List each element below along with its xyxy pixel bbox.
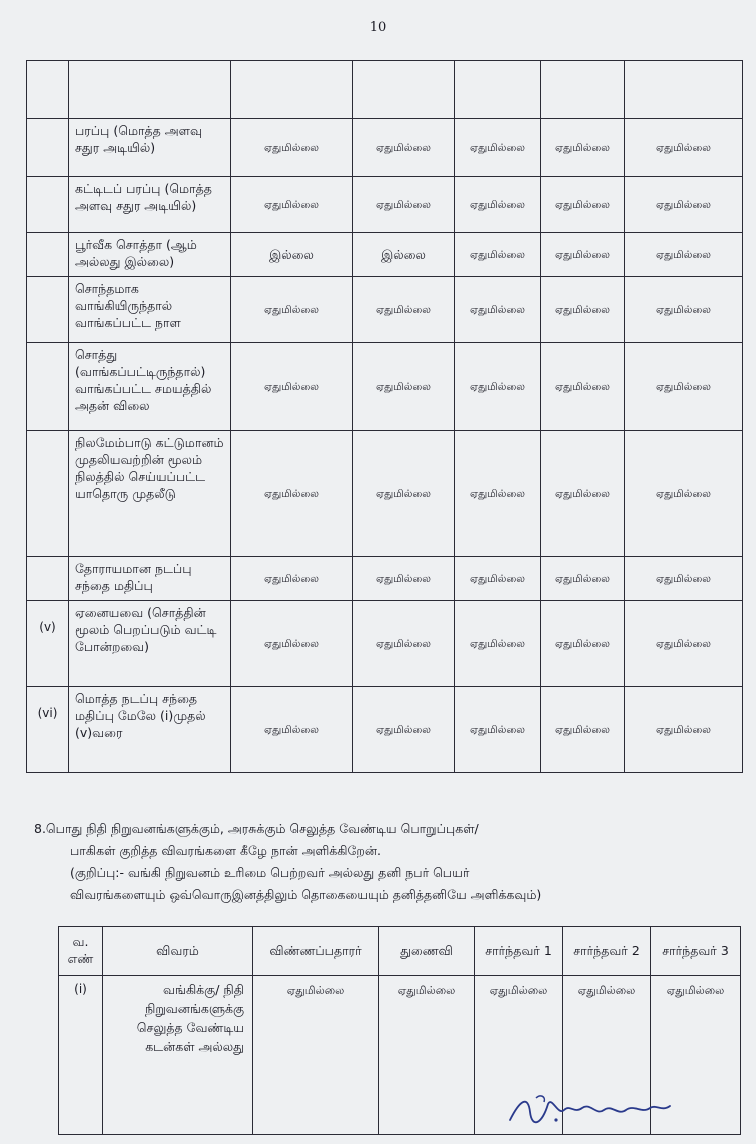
row-description: ஏனையவை (சொத்தின் மூலம் பெறப்படும் வட்டி போன்றவை) xyxy=(69,601,231,687)
table-row xyxy=(27,557,743,601)
row-value: ஏதுமில்லை xyxy=(353,343,455,431)
row-value: ஏதுமில்லை xyxy=(625,343,743,431)
row-value: ஏதுமில்லை xyxy=(231,431,353,557)
section-8-line-1: 8.பொது நிதி நிறுவனங்களுக்கும், அரசுக்கும் செலுத்த வேண்டிய பொறுப்புகள்/ xyxy=(34,821,479,836)
col-dependent-1-header: சார்ந்தவர் 1 xyxy=(475,927,563,976)
row-number xyxy=(27,177,69,233)
row-value: ஏதுமில்லை xyxy=(541,343,625,431)
row-value: ஏதுமில்லை xyxy=(455,601,541,687)
row-value: ஏதுமில்லை xyxy=(455,431,541,557)
row-number xyxy=(27,61,69,119)
row-value: ஏதுமில்லை xyxy=(455,277,541,343)
row-description: தோராயமான நடப்பு சந்தை மதிப்பு xyxy=(69,557,231,601)
row-description: பரப்பு (மொத்த அளவு சதுர அடியில்) xyxy=(69,119,231,177)
table-row xyxy=(27,233,743,277)
col-description-header: விவரம் xyxy=(103,927,253,976)
table-row xyxy=(27,431,743,557)
row-value xyxy=(231,61,353,119)
row-value: ஏதுமில்லை xyxy=(625,601,743,687)
row-number xyxy=(27,119,69,177)
row-value: ஏதுமில்லை xyxy=(541,119,625,177)
row-number xyxy=(27,277,69,343)
row-value: ஏதுமில்லை xyxy=(625,277,743,343)
row-value: ஏதுமில்லை xyxy=(625,557,743,601)
row-value: ஏதுமில்லை xyxy=(253,976,379,1135)
row-description: நிலமேம்பாடு கட்டுமானம் முதலியவற்றின் மூலம் நிலத்தில் செய்யப்பட்ட யாதொரு முதலீடு xyxy=(69,431,231,557)
row-value: ஏதுமில்லை xyxy=(379,976,475,1135)
row-value: ஏதுமில்லை xyxy=(231,601,353,687)
row-number xyxy=(27,343,69,431)
row-description: சொத்து (வாங்கப்பட்டிருந்தால்) வாங்கப்பட்ட சமயத்தில் அதன் விலை xyxy=(69,343,231,431)
row-value: ஏதுமில்லை xyxy=(353,601,455,687)
row-value: ஏதுமில்லை xyxy=(541,277,625,343)
row-value: ஏதுமில்லை xyxy=(353,687,455,773)
row-value: ஏதுமில்லை xyxy=(455,557,541,601)
row-value xyxy=(455,61,541,119)
table-row xyxy=(27,177,743,233)
row-description: சொந்தமாக வாங்கியிருந்தால் வாங்கப்பட்ட நாள xyxy=(69,277,231,343)
row-value: ஏதுமில்லை xyxy=(231,277,353,343)
row-value xyxy=(541,61,625,119)
row-value: ஏதுமில்லை xyxy=(353,431,455,557)
row-number: (v) xyxy=(27,601,69,687)
row-value: ஏதுமில்லை xyxy=(651,976,741,1135)
table-row xyxy=(27,343,743,431)
section-8-line-2: பாகிகள் குறித்த விவரங்களை கீழே நான் அளிக்கிறேன். xyxy=(70,843,382,858)
row-number: (vi) xyxy=(27,687,69,773)
row-value: ஏதுமில்லை xyxy=(353,177,455,233)
table-header-row xyxy=(59,927,741,976)
col-applicant-header: விண்ணப்பதாரர் xyxy=(253,927,379,976)
row-value: ஏதுமில்லை xyxy=(625,431,743,557)
col-dependent-2-header: சார்ந்தவர் 2 xyxy=(563,927,651,976)
row-value: ஏதுமில்லை xyxy=(353,557,455,601)
col-spouse-header: துணைவி xyxy=(379,927,475,976)
table-row xyxy=(27,61,743,119)
row-number xyxy=(27,431,69,557)
row-description: வங்கிக்கு/ நிதி நிறுவனங்களுக்கு செலுத்த வேண்டிய கடன்கள் அல்லது xyxy=(103,976,253,1135)
row-value: ஏதுமில்லை xyxy=(625,687,743,773)
table-row xyxy=(27,601,743,687)
row-number xyxy=(27,233,69,277)
signature-image xyxy=(500,1090,680,1130)
row-value: ஏதுமில்லை xyxy=(541,431,625,557)
row-description: கட்டிடப் பரப்பு (மொத்த அளவு சதுர அடியில்) xyxy=(69,177,231,233)
table-row xyxy=(27,119,743,177)
row-value: ஏதுமில்லை xyxy=(541,233,625,277)
row-value: ஏதுமில்லை xyxy=(541,557,625,601)
table-row xyxy=(27,687,743,773)
col-dependent-3-header: சார்ந்தவர் 3 xyxy=(651,927,741,976)
row-value: ஏதுமில்லை xyxy=(455,119,541,177)
row-value: ஏதுமில்லை xyxy=(455,343,541,431)
row-value: ஏதுமில்லை xyxy=(231,343,353,431)
row-value: ஏதுமில்லை xyxy=(455,687,541,773)
section-8-note-1: (குறிப்பு:- வங்கி நிறுவனம் உரிமை பெற்றவர் அல்லது தனி நபர் பெயர் xyxy=(70,865,470,880)
row-value: ஏதுமில்லை xyxy=(541,177,625,233)
col-serial-header: வ. எண் xyxy=(59,927,103,976)
row-value: ஏதுமில்லை xyxy=(353,119,455,177)
row-value: ஏதுமில்லை xyxy=(231,687,353,773)
row-value: இல்லை xyxy=(231,233,353,277)
row-description xyxy=(69,61,231,119)
row-value xyxy=(625,61,743,119)
table-row xyxy=(27,277,743,343)
row-description: பூர்வீக சொத்தா (ஆம் அல்லது இல்லை) xyxy=(69,233,231,277)
row-value: ஏதுமில்லை xyxy=(563,976,651,1135)
row-value: ஏதுமில்லை xyxy=(541,601,625,687)
property-details-table xyxy=(26,60,743,773)
row-value: ஏதுமில்லை xyxy=(455,233,541,277)
row-description: மொத்த நடப்பு சந்தை மதிப்பு மேலே (i)முதல் (v)வரை xyxy=(69,687,231,773)
section-8-note-2: விவரங்களையும் ஒவ்வொருஇனத்திலும் தொகையையும் தனித்தனியே அளிக்கவும்) xyxy=(70,887,542,902)
row-number xyxy=(27,557,69,601)
row-number: (i) xyxy=(59,976,103,1135)
row-value: ஏதுமில்லை xyxy=(625,233,743,277)
row-value: ஏதுமில்லை xyxy=(625,119,743,177)
section-8-heading xyxy=(30,818,735,906)
row-value: ஏதுமில்லை xyxy=(353,277,455,343)
row-value: இல்லை xyxy=(353,233,455,277)
row-value: ஏதுமில்லை xyxy=(475,976,563,1135)
row-value: ஏதுமில்லை xyxy=(231,557,353,601)
page-number: 10 xyxy=(369,20,387,35)
row-value: ஏதுமில்லை xyxy=(455,177,541,233)
row-value: ஏதுமில்லை xyxy=(541,687,625,773)
row-value: ஏதுமில்லை xyxy=(231,177,353,233)
row-value xyxy=(353,61,455,119)
row-value: ஏதுமில்லை xyxy=(625,177,743,233)
row-value: ஏதுமில்லை xyxy=(231,119,353,177)
